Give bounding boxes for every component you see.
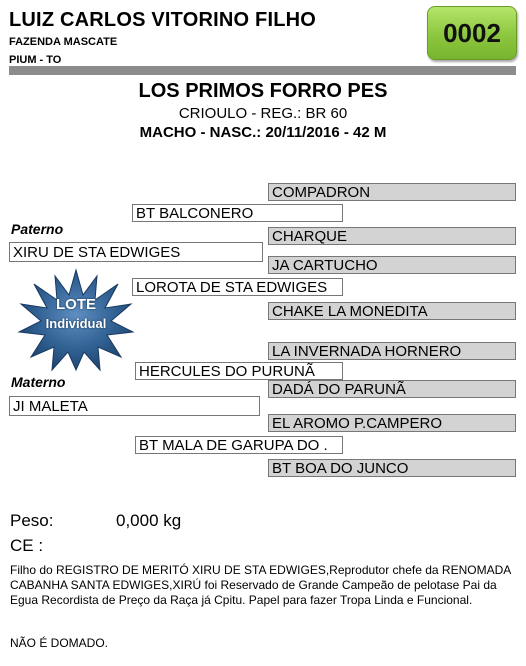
paternal-granddam: LOROTA DE STA EDWIGES xyxy=(132,278,343,296)
sex-birth-info: MACHO - NASC.: 20/11/2016 - 42 M xyxy=(139,124,387,141)
weight-value: 0,000 kg xyxy=(116,511,182,530)
description-text: Filho do REGISTRO DE MERITÓ XIRU DE STA EDWIGES,Reprodutor chefe da RENOMADA CABANHA SANTA EDWIGES,XIRÚ foi Reservado de Grande Campeão de pelotase Pai da Egua Recordista de Preço da Raça já Cpitu. Papel para fazer Tropa Linda e Funcional. xyxy=(10,563,511,607)
farm-location: PIUM - TO xyxy=(9,54,62,66)
ggp-6: DADÁ DO PARUNÃ xyxy=(268,380,516,398)
ce-label: CE : xyxy=(10,536,44,555)
ggp-2: CHARQUE xyxy=(268,227,516,245)
ggp-5: LA INVERNADA HORNERO xyxy=(268,342,516,360)
maternal-granddam: BT MALA DE GARUPA DO . xyxy=(135,436,343,454)
owner-name: LUIZ CARLOS VITORINO FILHO xyxy=(9,9,317,31)
ggp-4: CHAKE LA MONEDITA xyxy=(268,302,516,320)
maternal-grandsire: HERCULES DO PURUNÃ xyxy=(135,362,343,380)
farm-name: FAZENDA MASCATE xyxy=(9,36,118,48)
note-text: NÃO É DOMADO. xyxy=(10,636,109,650)
header-divider xyxy=(9,66,516,75)
lot-number-badge: 0002 xyxy=(427,6,517,60)
weight-label: Peso: xyxy=(10,511,54,530)
ggp-3: JA CARTUCHO xyxy=(268,256,516,274)
maternal-label: Materno xyxy=(11,374,66,390)
dam: JI MALETA xyxy=(9,396,260,416)
lot-star-line2: Individual xyxy=(45,316,107,331)
ggp-7: EL AROMO P.CAMPERO xyxy=(268,414,516,432)
lot-star-line1: LOTE xyxy=(56,296,96,313)
breed-registration: CRIOULO - REG.: BR 60 xyxy=(178,105,348,122)
ggp-8: BT BOA DO JUNCO xyxy=(268,459,516,477)
paternal-label: Paterno xyxy=(11,221,64,237)
ggp-1: COMPADRON xyxy=(268,183,516,201)
paternal-grandsire: BT BALCONERO xyxy=(132,204,343,222)
sire: XIRU DE STA EDWIGES xyxy=(9,242,263,262)
animal-name: LOS PRIMOS FORRO PES xyxy=(138,80,388,102)
